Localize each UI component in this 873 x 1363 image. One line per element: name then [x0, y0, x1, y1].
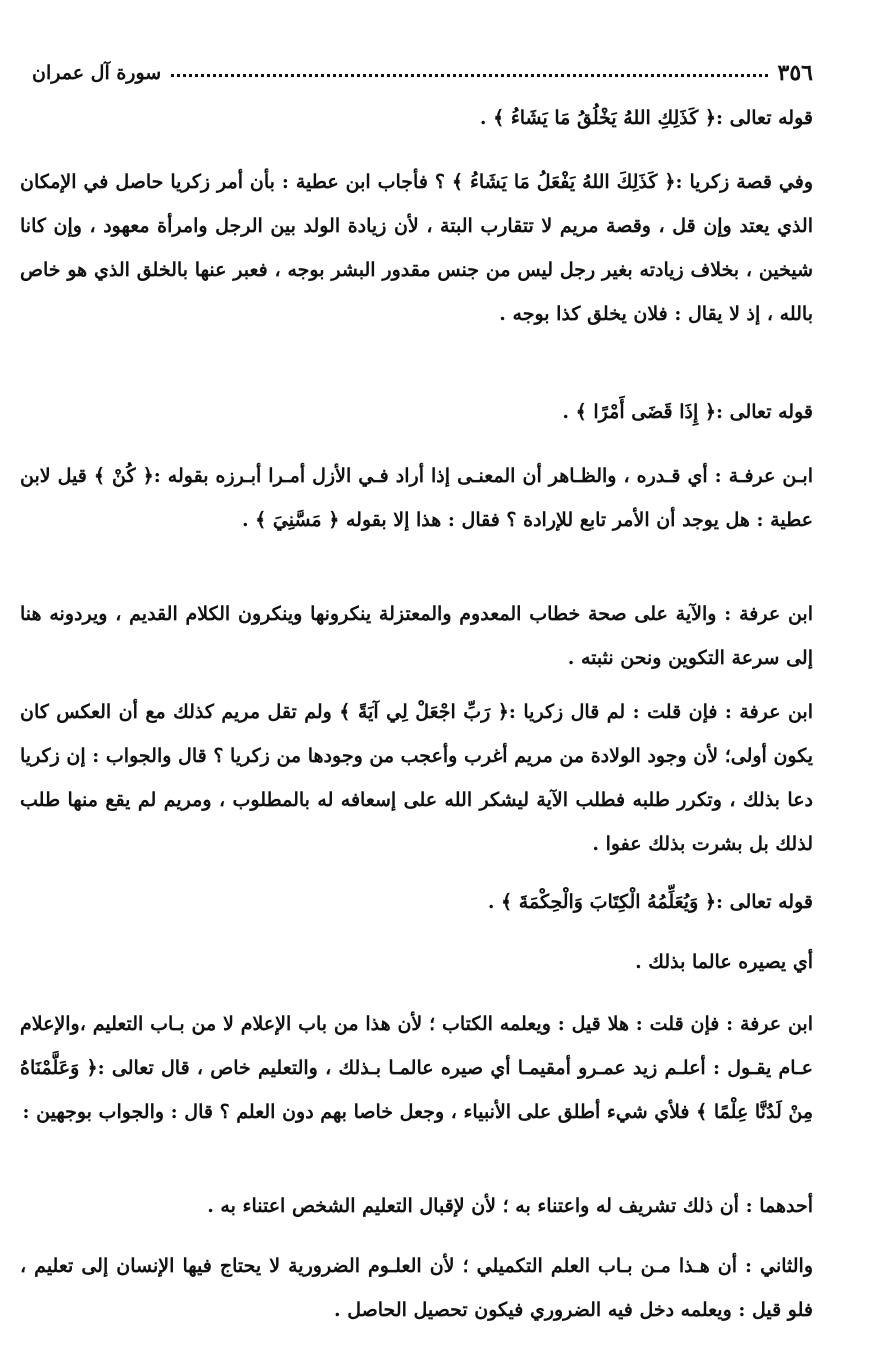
paragraph-first-answer: أحدهما : أن ذلك تشريف له واعتناء به ؛ لأن لإقبال التعليم الشخص اعتناء به . — [207, 1195, 813, 1217]
paragraph-ibn-arafa-1: ابـن عرفـة : أي قـدره ، والظـاهر أن المعنـى إذا أراد فـي الأزل أمـرا أبـرزه بقوله :﴿ كُنْ ﴾ قيل لابن عطية : هل يوجد أن الأمر تابع للإرادة ؟ فقال : هذا إلا بقوله ﴿ مَسَّنِيَ ﴾ . — [20, 465, 813, 531]
paragraph-explanation: أي يصيره عالما بذلك . — [635, 951, 813, 973]
paragraph-verse-1: قوله تعالى :﴿ كَذَلِكِ اللهُ يَخْلُقُ مَا يَشَاءُ ﴾ . — [479, 107, 813, 129]
running-header — [32, 55, 813, 91]
paragraph-verse-3: قوله تعالى :﴿ وَيُعَلِّمُهُ الْكِتَابَ وَالْحِكْمَةَ ﴾ . — [487, 891, 813, 913]
paragraph-ibn-arafa-3: ابن عرفة : فإن قلت : لم قال زكريا :﴿ رَبِّ اجْعَلْ لِي آيَةً ﴾ ولم تقل مريم كذلك مع أن العكس كان يكون أولى؛ لأن وجود الولادة من مريم أغرب وأعجب من وجودها من زكريا ؟ قال والجواب : إن زكريا دعا بذلك ، وتكرر طلبه فطلب الآية ليشكر الله على إسعافه له بالمطلوب ، ومريم لم يقع منها طلب لذلك بل بشرت بذلك عفوا . — [20, 701, 813, 855]
paragraph-zakariya-story: وفي قصة زكريا :﴿ كَذَلِكَ اللهُ يَفْعَلُ مَا يَشَاءُ ﴾ ؟ فأجاب ابن عطية : بأن أمر زكريا حاصل في الإمكان الذي يعتد وإن قل ، وقصة مريم لا تتقارب البتة ، لأن زيادة الولد بين الرجل وامرأة معهود ، وإن كانا شيخين ، بخلاف زيادته بغير رجل ليس من جنس مقدور البشر بوجه ، فعبر عنها بالخلق الذي هو خاص بالله ، إذ لا يقال : فلان يخلق كذا بوجه . — [20, 171, 813, 325]
paragraph-second-answer: والثاني : أن هـذا مـن بـاب العلم التكميلي ؛ لأن العلـوم الضرورية لا يحتاج فيها الإنسان إلى تعليم ، فلو قيل : ويعلمه دخل فيه الضروري فيكون تحصيل الحاصل . — [20, 1255, 813, 1321]
paragraph-ibn-arafa-2: ابن عرفة : والآية على صحة خطاب المعدوم والمعتزلة ينكرونها وينكرون الكلام القديم ، ويردونه هنا إلى سرعة التكوين ونحن نثبته . — [20, 603, 813, 669]
page-number: ٣٥٦ — [777, 60, 813, 86]
paragraph-verse-2: قوله تعالى :﴿ إِذَا قَضَى أَمْرًا ﴾ . — [562, 401, 813, 423]
surah-title: سورة آل عمران — [32, 62, 162, 84]
header-dotted-leader — [171, 74, 767, 77]
paragraph-ibn-arafa-4: ابن عرفة : فإن قلت : هلا قيل : ويعلمه الكتاب ؛ لأن هذا من باب الإعلام لا من بـاب التعليم ،والإعلام عـام يقـول : أعلـم زيد عمـرو أمقيمـا أي صيره عالمـا بـذلك ، والتعليم خاص ، قال تعالى :﴿ وَعَلَّمْنَاهُ مِنْ لَدُنَّا عِلْمًا ﴾ فلأي شيء أطلق على الأنبياء ، وجعل خاصا بهم دون العلم ؟ قال : والجواب بوجهين : — [20, 1013, 813, 1123]
